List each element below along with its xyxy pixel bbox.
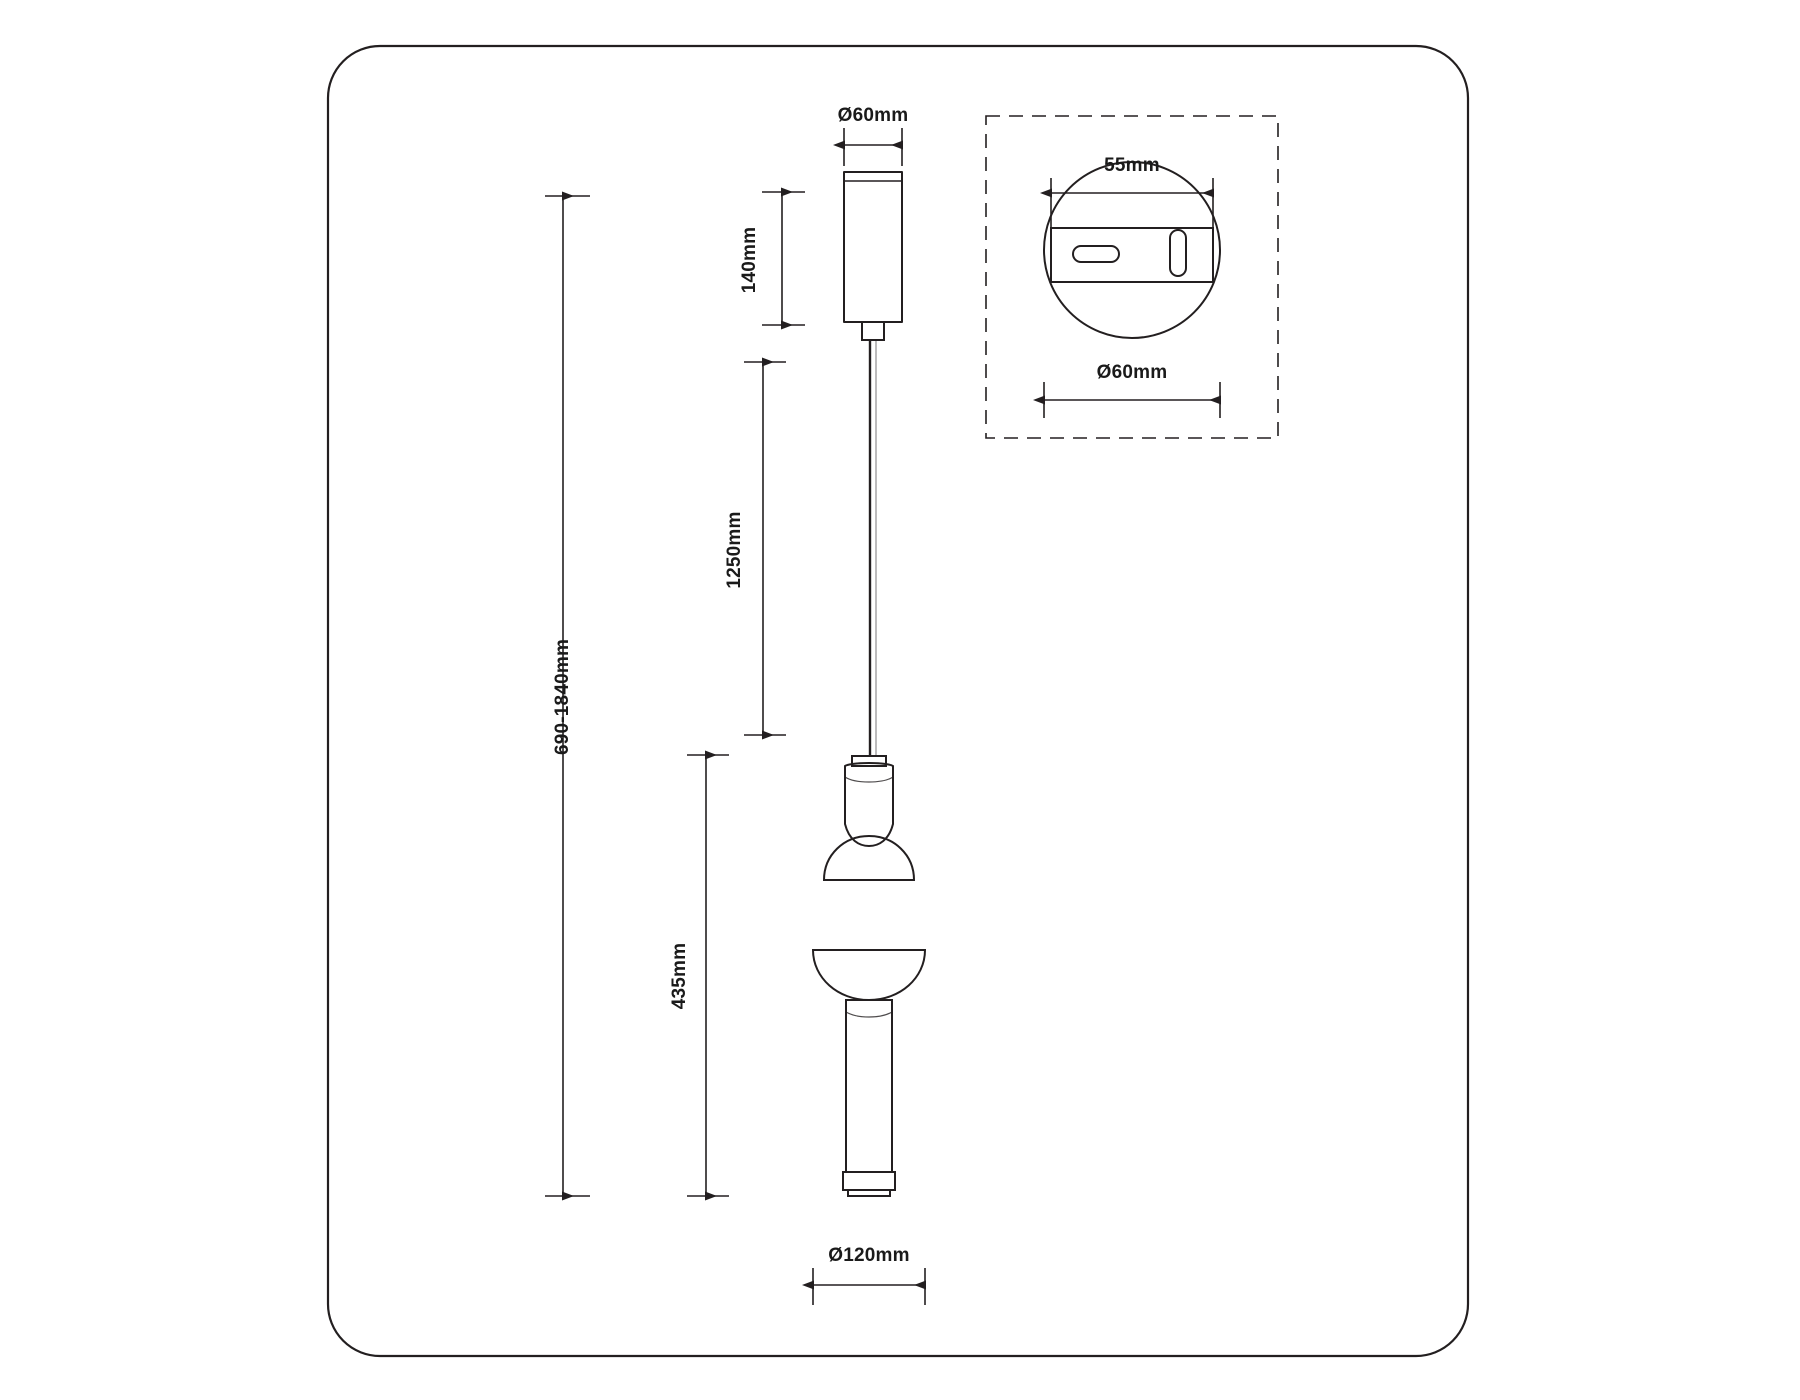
dim-label-cord-length: 1250mm — [724, 511, 745, 589]
lamp-front-elevation — [813, 172, 925, 1196]
dim-label-body-height: 435mm — [669, 942, 690, 1010]
dim-canopy-diameter-bottom — [1044, 382, 1220, 418]
dim-label-canopy-diameter-bottom: Ø60mm — [1096, 362, 1168, 383]
dim-canopy-diameter-top — [844, 128, 902, 166]
dim-label-mount-plate-width: 55mm — [1104, 155, 1160, 176]
dim-body-width — [813, 1268, 925, 1305]
dim-label-body-width: Ø120mm — [828, 1245, 910, 1266]
dim-cord-length — [744, 362, 786, 735]
dim-head-height — [762, 192, 805, 325]
dim-body-height — [687, 755, 729, 1196]
mount-slot-horizontal — [1073, 246, 1119, 262]
dim-label-head-height: 140mm — [739, 226, 760, 294]
mount-slot-vertical — [1170, 230, 1186, 276]
dim-label-canopy-diameter-top: Ø60mm — [837, 105, 909, 126]
dim-mount-plate-width — [1051, 178, 1213, 232]
sheet-border — [328, 46, 1468, 1356]
dim-label-total-height: 690-1840mm — [552, 638, 573, 756]
